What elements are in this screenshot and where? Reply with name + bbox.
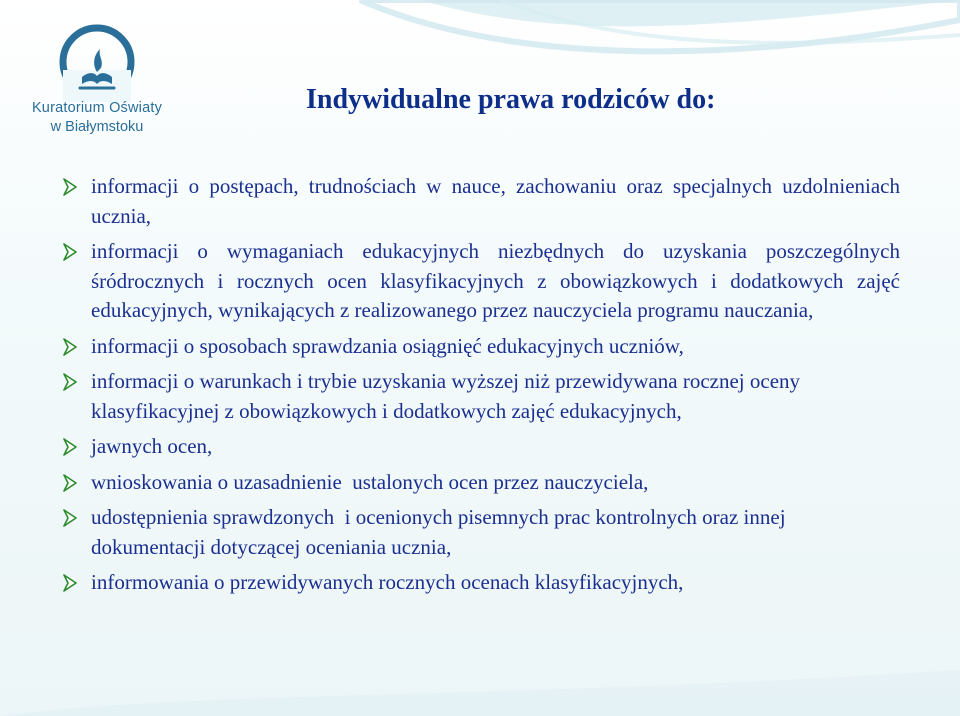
slide-title: Indywidualne prawa rodziców do: [306,84,716,115]
kuratorium-emblem-icon [22,22,172,102]
list-item [62,468,900,498]
list-item [62,237,900,326]
arrow-bullet-icon [62,509,78,527]
arrow-bullet-icon [62,338,78,356]
list-item [62,503,900,562]
rights-list [62,172,900,604]
logo-line-1: Kuratorium Oświaty [31,100,163,116]
arrow-bullet-icon [62,474,78,492]
list-item-text: informowania o przewidywanych rocznych ocenach klasyfikacyjnych, [91,570,684,594]
list-item-text: jawnych ocen, [91,434,213,458]
list-item [62,568,900,598]
list-item-text: informacji o postępach, trudnościach w nauce, zachowaniu oraz specjalnych uzdolnieniach ucznia, [91,174,900,228]
list-item [62,332,900,362]
kuratorium-logo [22,22,172,150]
list-item [62,172,900,231]
arrow-bullet-icon [62,178,78,196]
arrow-bullet-icon [62,574,78,592]
list-item-text: informacji o sposobach sprawdzania osiągnięć edukacyjnych uczniów, [91,333,684,358]
logo-line-2: w Białymstoku [50,119,144,135]
list-item-text: wnioskowania o uzasadnienie ustalonych ocen przez nauczyciela, [91,469,649,494]
list-item [62,432,900,462]
arrow-bullet-icon [62,243,78,261]
list-item [62,367,900,426]
list-item-text: informacji o wymaganiach edukacyjnych niezbędnych do uzyskania poszczególnych śródrocznych i rocznych ocen klasyfikacyjnych z obowiązkowych i dodatkowych zajęć edukacyjnych, wynikających z realizowanego przez nauczyciela programu nauczania, [91,239,900,322]
arrow-bullet-icon [62,438,78,456]
arrow-bullet-icon [62,373,78,391]
list-item-text: udostępnienia sprawdzonych i ocenionych pisemnych prac kontrolnych oraz innej dokumentacji dotyczącej oceniania ucznia, [91,505,791,559]
list-item-text: informacji o warunkach i trybie uzyskania wyższej niż przewidywana rocznej oceny klasyfikacyjnej z obowiązkowych i dodatkowych zajęć edukacyjnych, [91,369,801,423]
